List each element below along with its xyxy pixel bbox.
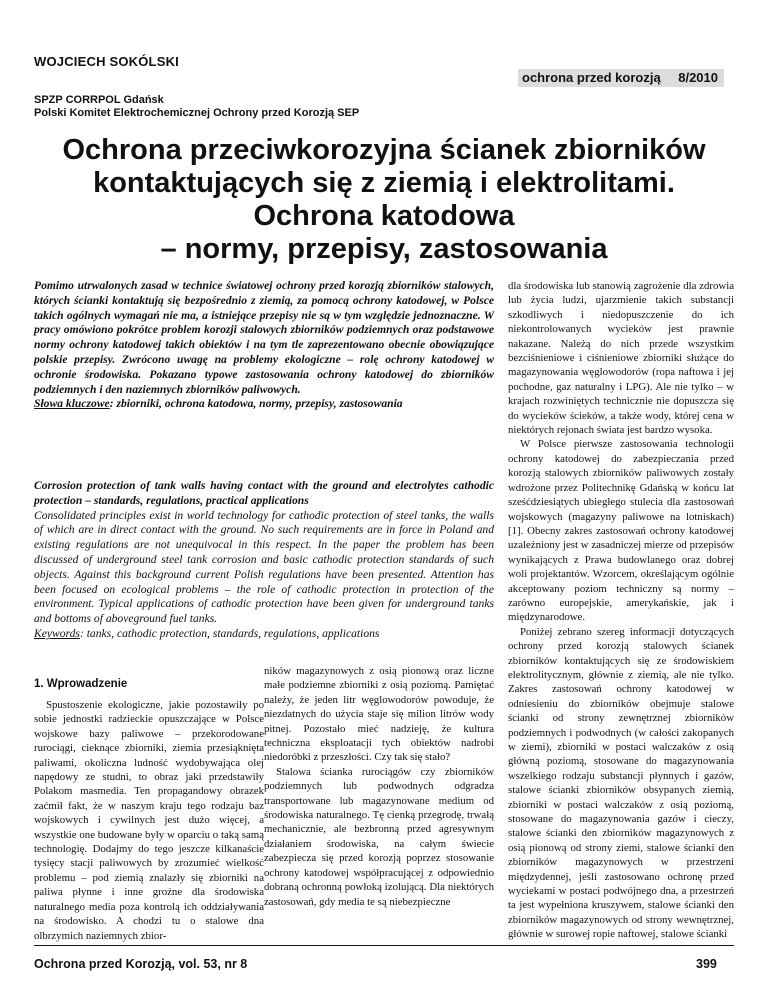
body-column-2	[264, 664, 494, 909]
article-title	[30, 134, 738, 266]
title-line-1: Ochrona przeciwkorozyjna ścianek zbiorników	[62, 134, 706, 166]
section-heading: 1. Wprowadzenie	[34, 678, 128, 690]
paragraph: Poniżej zebrano szereg informacji dotyczących ochrony przed korozją stalowych ścianek zbiorników kontaktujących się ze środowiskiem elektrolitycznym, głównie z ziemią, ale nie tylko. Zakres zastosowań ochrony katodowej w odniesieniu do zbiorników obejmuje stalowe ścianki od strony zewnętrznej zbiorników podziemnych i podwodnych (w całości zakopanych w ziemi), zbiorniki w postaci walczaków z osią główną poziomą, stosowane do magazynowania wszelkiego rodzaju substancji płynnych i gazów, stalowe ścianki zbiorników obsypanych ziemią, zbiorniki w postaci walczaków z osią poziomą, stosowane do magazynowania gazów i cieczy, stalowe ścianki den zbiorników magazynowych z osią pionową od strony ziemi, stalowe ścianki den zbiorników magazynowych w przestrzeni międzydennej, jeśli zastosowano ochronę przed wyciekami w postaci podwójnego dna, a przestrzeń ta jest wypełniona kruszywem, stalowe ścianki den zbiorników magazynowych od strony wewnętrznej, głównie w surowej ropie naftowej, stalowe ścianki	[508, 625, 734, 941]
keywords-english	[34, 627, 494, 642]
footer-citation: Ochrona przed Korozją, vol. 53, nr 8	[34, 957, 248, 971]
abstract-polish	[34, 279, 494, 412]
abstract-english	[34, 479, 494, 642]
keywords-polish-label: Słowa kluczowe	[34, 397, 110, 411]
affiliation-line-1: SPZP CORRPOL Gdańsk	[34, 94, 164, 106]
abstract-english-title: Corrosion protection of tank walls having contact with the ground and electrolytes cathodic protection – standards, regulations, practical applications	[34, 479, 494, 507]
author-name: WOJCIECH SOKÓLSKI	[34, 54, 179, 69]
issue-number: 8/2010	[678, 70, 718, 85]
body-column-1	[34, 698, 264, 943]
affiliation	[34, 94, 359, 120]
paragraph: W Polsce pierwsze zastosowania technologii ochrony katodowej do zabezpieczania przed korozją stalowych zbiorników paliwowych zostały wdrożone przez Politechnikę Gdańską w końcu lat sześćdziesiątych ubiegłego stulecia dla zastosowań wojskowych (magazyny paliwowe na lotniskach) [1]. Obecny zakres zastosowań ochrony katodowej uzależniony jest w zasadniczej mierze od przepisów wynikających z Prawa budowlanego oraz dobrej woli projektantów. Wzorcem, określającym ogólnie akceptowany poziom techniczny są normy – zarówno europejskie, amerykańskie, jak i międzynarodowe.	[508, 438, 734, 624]
paragraph: Spustoszenie ekologiczne, jakie pozostawiły po sobie jednostki radzieckie opuszczające w Polsce wojskowe bazy paliwowe – przekorodowane rurociągi, cieknące zbiorniki, ziemia przesiąknięta paliwami, okoliczna ludność wydobywająca olej napędowy ze studni, to obraz jaki przedstawiły Polakom masmedia. Ten propagandowy obrazek zaćmił fakt, że w naszym kraju tego rodzaju baz wojskowych i cywilnych jest dużo więcej, a wszystkie one budowane były w oparciu o taką samą technologię. Dodajmy do tego jeszcze kilkanaście tysięcy stacji paliwowych by zrozumieć wielkość problemu – pod ziemią znalazły się zbiorniki na paliwa płynne i inne groźne dla środowiska naturalnego media poza kontrolą ich oddziaływania na środowisko. A chodzi tu o stalowe dna olbrzymich naziemnych zbior-	[34, 699, 264, 942]
abstract-polish-text: Pomimo utrwalonych zasad w technice światowej ochrony przed korozją zbiorników stalowych, których ścianki kontaktują się bezpośrednio z ziemią, za pomocą ochrony katodowej, w Polsce takich ogólnych wymagań nie ma, a istniejące przepisy nie są w tym względzie jednoznaczne. W pracy omówiono pokrótce problem korozji stalowych zbiorników podziemnych oraz podstawowe normy ochrony katodowej takich obiektów i na tym tle zaprezentowano obecnie obowiązujące polskie przepisy. Zwrócono uwagę na problemy ekologiczne – rolę ochrony katodowej w ochronie środowiska. Pokazano typowe zastosowania ochrony katodowej do zbiorników podziemnych i den naziemnych zbiorników paliwowych.	[34, 279, 494, 396]
abstract-english-text: Consolidated principles exist in world technology for cathodic protection of steel tanks, the walls of which are in direct contact with the ground. No such requirements are in force in Poland and existing regulations are not unequivocal in this respect. In the paper the problem has been discussed of underground steel tank corrosion and basic cathodic protection standards of such objects. Against this background current Polish regulations have been presented. Attention has been focused on ecological problems – the role of cathodic protection in protection of the environment. Typical applications of cathodic protection have been given for underground tanks and bottoms of aboveground fuel tanks.	[34, 508, 494, 626]
page-number: 399	[696, 957, 717, 971]
title-line-3: Ochrona katodowa	[253, 200, 515, 232]
paragraph: dla środowiska lub stanowią zagrożenie dla zdrowia lub życia ludzi, ujarzmienie takich substancji szkodliwych i niedopuszczenie do ich niekontrolowanych wycieków jest prawnie nakazane. Należą do nich przede wszystkim bezciśnieniowe i ciśnieniowe zbiorniki służące do magazynowania węglowodorów (ropa naftowa i jej pochodne, gaz naturalny i LPG). Ale nie tylko – w krajach rozwiniętych technicznie nie dopuszcza się do wycieków ścieków, a także wody, której cena w niektórych rejonach świata jest bardzo wysoka.	[508, 280, 734, 437]
keywords-english-label: Keywords	[34, 626, 80, 640]
footer-divider	[34, 945, 734, 946]
paragraph: ników magazynowych z osią pionową oraz liczne małe podziemne zbiorniki z osią poziomą. Pamiętać należy, że jeden litr węglowodorów powoduje, że niezdatnych do użycia staje się milion litrów wody pitnej. Pozostało mieć nadzieję, że kultura techniczna eksploatacji tych obiektów nadrobi niedoróbki z przeszłości. Czy tak się stało?	[264, 665, 494, 764]
journal-issue-banner	[518, 69, 724, 87]
keywords-english-values: : tanks, cathodic protection, standards, regulations, applications	[79, 626, 380, 640]
keywords-polish-values: : zbiorniki, ochrona katodowa, normy, przepisy, zastosowania	[109, 397, 403, 411]
paragraph: Stalowa ścianka rurociągów czy zbiorników podziemnych lub podwodnych odgradza transportowane lub magazynowane medium od środowiska naturalnego. Tę cienką przegrodę, trwałą mechanicznie, ale bezbronną przed agresywnym działaniem środowiska, na całym świecie zabezpiecza się przed korozją poprzez stosowanie ochrony katodowej współpracującej z odpowiednio dobraną ochronną powłoką izolującą. Dla niektórych zastosowań, gdy media te są niebezpieczne	[264, 765, 494, 908]
journal-name: ochrona przed korozją	[522, 70, 661, 85]
title-line-2: kontaktujących się z ziemią i elektrolitami.	[93, 167, 675, 199]
keywords-polish	[34, 397, 494, 412]
body-column-3	[508, 279, 734, 942]
title-line-4: – normy, przepisy, zastosowania	[160, 233, 608, 265]
affiliation-line-2: Polski Komitet Elektrochemicznej Ochrony przed Korozją SEP	[34, 107, 360, 119]
